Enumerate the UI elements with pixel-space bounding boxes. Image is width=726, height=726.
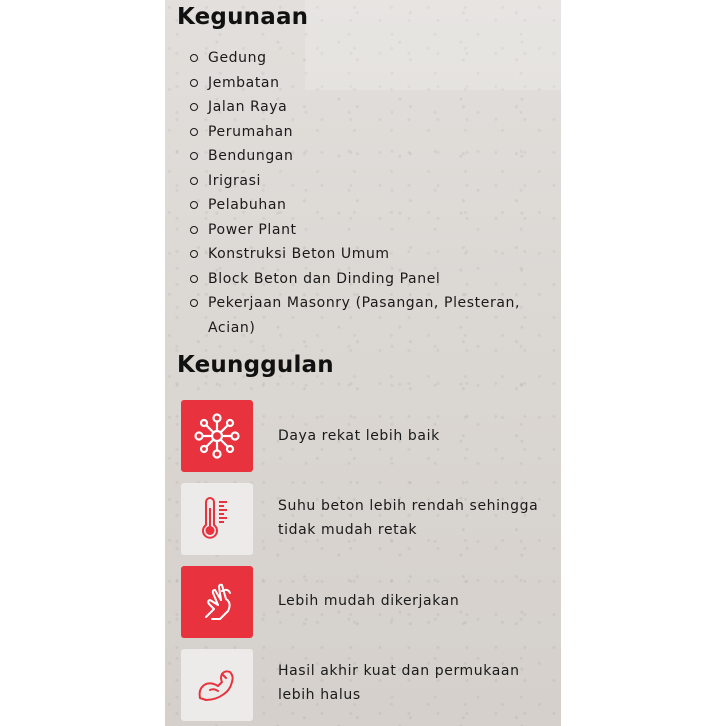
flexed-arm-icon (181, 649, 253, 721)
bullet-icon (190, 79, 198, 87)
list-item: Irigrasi (189, 169, 534, 194)
list-item: Perumahan (189, 120, 534, 145)
content-panel (165, 0, 561, 726)
list-item: Jembatan (189, 71, 534, 96)
bullet-icon (190, 54, 198, 62)
hand-gesture-icon (181, 566, 253, 638)
advantage-text: Daya rekat lebih baik (278, 428, 440, 444)
advantage-text: Suhu beton lebih rendah sehingga tidak mudah retak (278, 498, 539, 538)
bullet-icon (190, 226, 198, 234)
bullet-icon (190, 128, 198, 136)
bullet-icon (190, 103, 198, 111)
bullet-icon (190, 201, 198, 209)
list-item: Power Plant (189, 218, 534, 243)
molecule-network-icon (181, 400, 253, 472)
thermometer-icon (181, 483, 253, 555)
kegunaan-heading: Kegunaan (177, 4, 309, 30)
list-item: Bendungan (189, 144, 534, 169)
bullet-icon (190, 152, 198, 160)
bullet-icon (190, 177, 198, 185)
list-item: Block Beton dan Dinding Panel (189, 267, 534, 292)
bullet-icon (190, 275, 198, 283)
advantage-text: Hasil akhir kuat dan permukaan lebih halus (278, 663, 520, 703)
list-item: Jalan Raya (189, 95, 534, 120)
kegunaan-list (189, 46, 534, 340)
list-item: Pekerjaan Masonry (Pasangan, Plesteran, Acian) (189, 291, 534, 340)
keunggulan-heading: Keunggulan (177, 352, 334, 378)
list-item: Konstruksi Beton Umum (189, 242, 534, 267)
list-item: Gedung (189, 46, 534, 71)
advantage-text: Lebih mudah dikerjakan (278, 593, 460, 609)
list-item: Pelabuhan (189, 193, 534, 218)
bullet-icon (190, 299, 198, 307)
bullet-icon (190, 250, 198, 258)
